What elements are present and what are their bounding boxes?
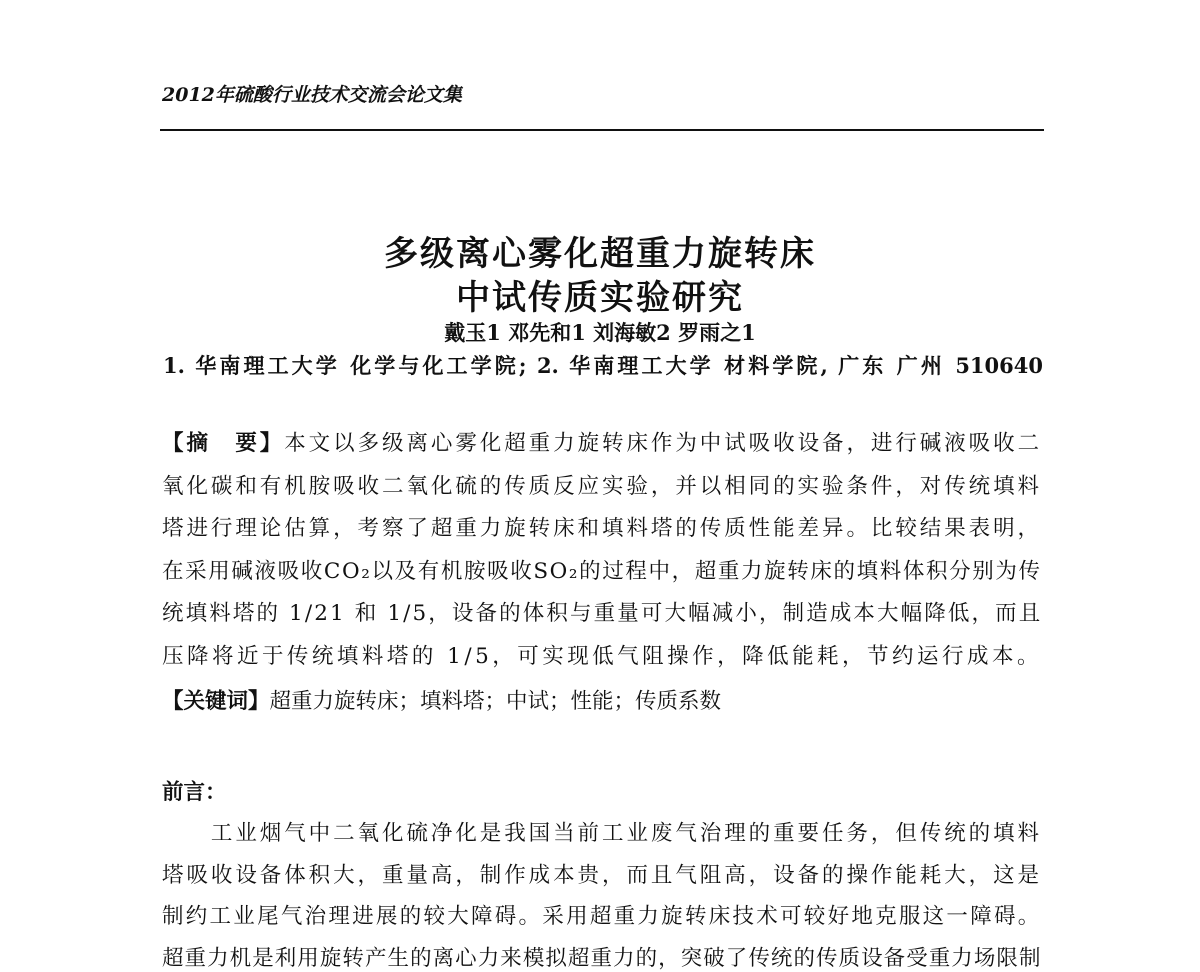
paper-title-line-1: 多级离心雾化超重力旋转床 — [384, 234, 816, 274]
body-line: 超重力机是利用旋转产生的离心力来模拟超重力的，突破了传统的传质设备受重力场限制 — [162, 946, 1042, 971]
affiliation: 1. 华南理工大学 化学与化工学院; 2. 华南理工大学 材料学院, 广东 广州 510640 — [163, 353, 1043, 378]
abstract-line: 氧化碳和有机胺吸收二氧化硫的传质反应实验，并以相同的实验条件，对传统填料 — [162, 474, 1043, 499]
body-line: 工业烟气中二氧化硫净化是我国当前工业废气治理的重要任务，但传统的填料 — [162, 821, 1043, 846]
authors: 戴玉1 邓先和1 刘海敏2 罗雨之1 — [444, 320, 756, 345]
paper-title-line-2: 中试传质实验研究 — [456, 278, 744, 318]
abstract-line — [162, 426, 1042, 457]
running-header: 2012年硫酸行业技术交流会论文集 — [162, 84, 462, 106]
keywords-label: 【关键词】 — [162, 689, 270, 714]
abstract-line: 统填料塔的 1/21 和 1/5，设备的体积与重量可大幅减小，制造成本大幅降低，而且 — [162, 601, 1043, 626]
abstract-text: 本文以多级离心雾化超重力旋转床作为中试吸收设备，进行碱液吸收二 — [284, 431, 1043, 456]
abstract-line: 塔进行理论估算，考察了超重力旋转床和填料塔的传质性能差异。比较结果表明， — [162, 516, 1043, 541]
section-heading: 前言： — [162, 780, 227, 805]
body-line: 制约工业尾气治理进展的较大障碍。采用超重力旋转床技术可较好地克服这一障碍。 — [162, 904, 1042, 929]
abstract-line: 在采用碱液吸收CO₂以及有机胺吸收SO₂的过程中，超重力旋转床的填料体积分别为传 — [162, 559, 1042, 584]
abstract-line: 压降将近于传统填料塔的 1/5，可实现低气阻操作，降低能耗，节约运行成本。 — [162, 644, 1042, 669]
abstract-label: 【摘 要】 — [162, 431, 285, 456]
body-line: 塔吸收设备体积大，重量高，制作成本贵，而且气阻高，设备的操作能耗大，这是 — [162, 863, 1043, 888]
header-divider — [160, 129, 1044, 131]
keywords-text: 超重力旋转床；填料塔；中试；性能；传质系数 — [269, 689, 722, 714]
keywords — [162, 684, 721, 715]
